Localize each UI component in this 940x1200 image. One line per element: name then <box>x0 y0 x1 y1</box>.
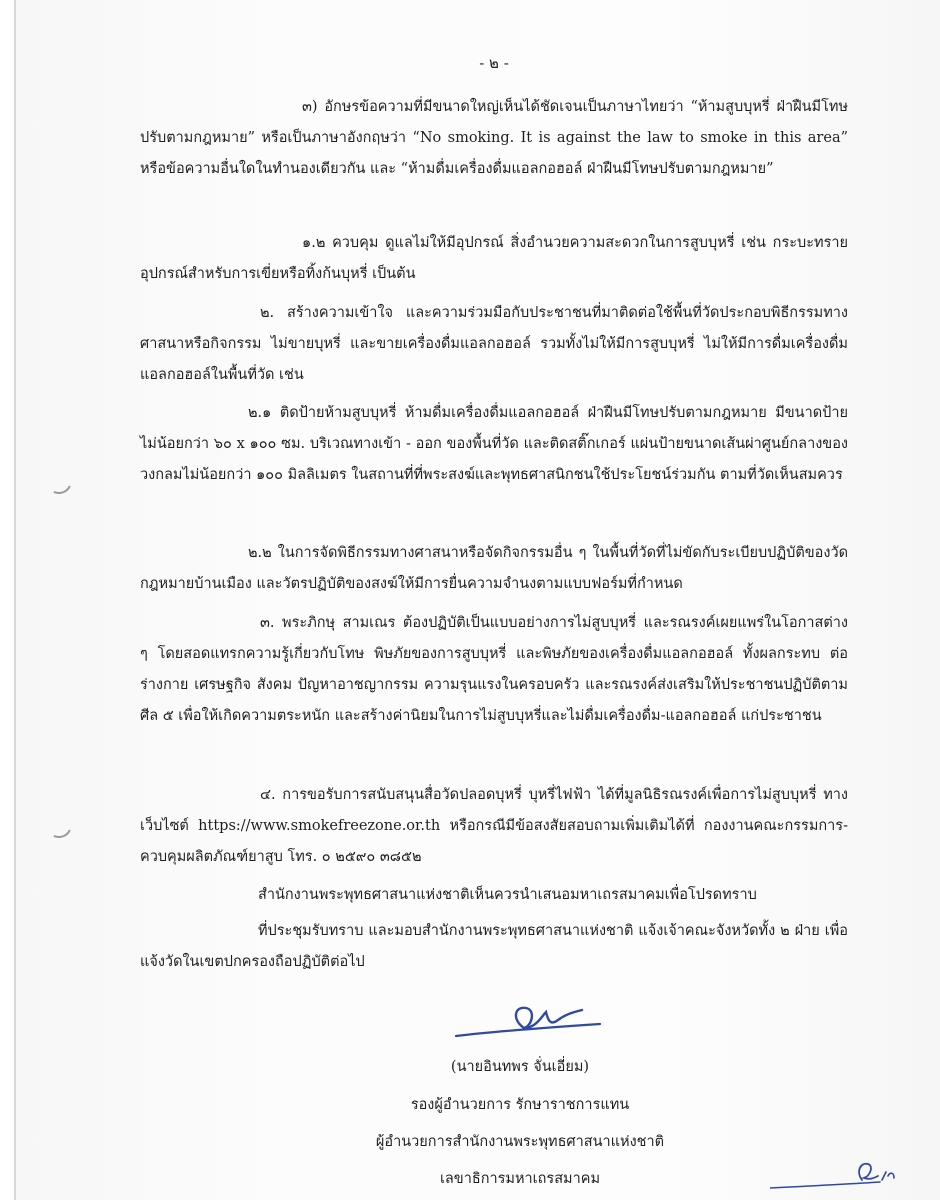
paragraph-resolution: ที่ประชุมรับทราบ และมอบสำนักงานพระพุทธศาสนาแห่งชาติ แจ้งเจ้าคณะจังหวัดทั้ง ๒ ฝ่าย เพื่อแจ้งวัดในเขตปกครองถือปฏิบัติต่อไป <box>140 923 848 970</box>
signatory-position: เลขาธิการมหาเถรสมาคม <box>439 1171 601 1187</box>
paragraph-2-1: ๒.๑ ติดป้ายห้ามสูบบุหรี่ ห้ามดื่มเครื่องดื่มแอลกอฮอล์ ฝ่าฝืนมีโทษปรับตามกฎหมาย มีขนาดป้ายไม่น้อยกว่า ๖๐ x ๑๐๐ ซม. บริเวณทางเข้า - ออก ของพื้นที่วัด และติดสติ๊กเกอร์ แผ่นป้ายขนาดเส้นผ่าศูนย์กลางของวงกลมไม่น้อยกว่า ๑๐๐ มิลลิเมตร ในสถานที่ที่พระสงฆ์และพุทธศาสนิกชนใช้ประโยชน์ร่วมกัน ตามที่วัดเห็นสมควร <box>140 405 848 483</box>
handwritten-signature <box>450 998 610 1048</box>
paragraph-1-2: ๑.๒ ควบคุม ดูแลไม่ให้มีอุปกรณ์ สิ่งอำนวยความสะดวกในการสูบบุหรี่ เช่น กระบะทราย อุปกรณ์สำหรับการเขี่ยหรือทิ้งก้นบุหรี่ เป็นต้น <box>140 235 848 282</box>
paragraph-sign-text: ๓) อักษรข้อความที่มีขนาดใหญ่เห็นได้ชัดเจนเป็นภาษาไทยว่า “ห้ามสูบบุหรี่ ฝ่าฝืนมีโทษปรับตามกฎหมาย” หรือเป็นภาษาอังกฤษว่า “No smoking. It is against the law to smoke in this area” หรือข้อความอื่นใดในทำนองเดียวกัน และ “ห้ามดื่มเครื่องดื่มแอลกอฮอล์ ฝ่าฝืนมีโทษปรับตามกฎหมาย” <box>140 99 848 177</box>
handwritten-initials <box>770 1150 920 1200</box>
paragraph-3: ๓. พระภิกษุ สามเณร ต้องปฏิบัติเป็นแบบอย่างการไม่สูบบุหรี่ และรณรงค์เผยแพร่ในโอกาสต่าง ๆ โดยสอดแทรกความรู้เกี่ยวกับโทษ พิษภัยของการสูบบุหรี่ และพิษภัยของเครื่องดื่มแอลกอฮอล์ ทั้งผลกระทบ ต่อร่างกาย เศรษฐกิจ สังคม ปัญหาอาชญากรรม ความรุนแรงในครอบครัว และรณรงค์ส่งเสริมให้ประชาชนปฏิบัติตามศีล ๕ เพื่อให้เกิดความตระหนัก และสร้างค่านิยมในการไม่สูบบุหรี่และไม่ดื่มเครื่องดื่ม-แอลกอฮอล์ แก่ประชาชน <box>140 615 848 724</box>
paragraph-4: ๔. การขอรับการสนับสนุนสื่อวัดปลอดบุหรี่ บุหรี่ไฟฟ้า ได้ที่มูลนิธิรณรงค์เพื่อการไม่สูบบุหรี่ ทางเว็บไซต์ https://www.smokefreezone.or.th หรือกรณีมีข้อสงสัยสอบถามเพิ่มเติมได้ที่ กองงานคณะกรรมการ-ควบคุมผลิตภัณฑ์ยาสูบ โทร. ๐ ๒๕๙๐ ๓๘๕๒ <box>140 787 848 865</box>
paragraph-2: ๒. สร้างความเข้าใจ และความร่วมมือกับประชาชนที่มาติดต่อใช้พื้นที่วัดประกอบพิธีกรรมทางศาสนาหรือกิจกรรม ไม่ขายบุหรี่ และขายเครื่องดื่มแอลกอฮอล์ รวมทั้งไม่ให้มีการสูบบุหรี่ ไม่ให้มีการดื่มเครื่องดื่มแอลกอฮอล์ในพื้นที่วัด เช่น <box>140 305 848 383</box>
page-number: - ๒ - <box>479 54 509 72</box>
signatory-position: รองผู้อำนวยการ รักษาราชการแทน <box>410 1097 630 1113</box>
signatory-position: ผู้อำนวยการสำนักงานพระพุทธศาสนาแห่งชาติ <box>375 1134 665 1150</box>
paragraph-2-2: ๒.๒ ในการจัดพิธีกรรมทางศาสนาหรือจัดกิจกรรมอื่น ๆ ในพื้นที่วัดที่ไม่ขัดกับระเบียบปฏิบัติของวัด กฎหมายบ้านเมือง และวัตรปฏิบัติของสงฆ์ให้มีการยื่นความจำนงตามแบบฟอร์มที่กำหนด <box>140 545 848 592</box>
signatory-name: (นายอินทพร จั่นเอี่ยม) <box>450 1059 590 1075</box>
paragraph-proposal: สำนักงานพระพุทธศาสนาแห่งชาติเห็นควรนำเสนอมหาเถรสมาคมเพื่อโปรดทราบ <box>258 887 757 903</box>
